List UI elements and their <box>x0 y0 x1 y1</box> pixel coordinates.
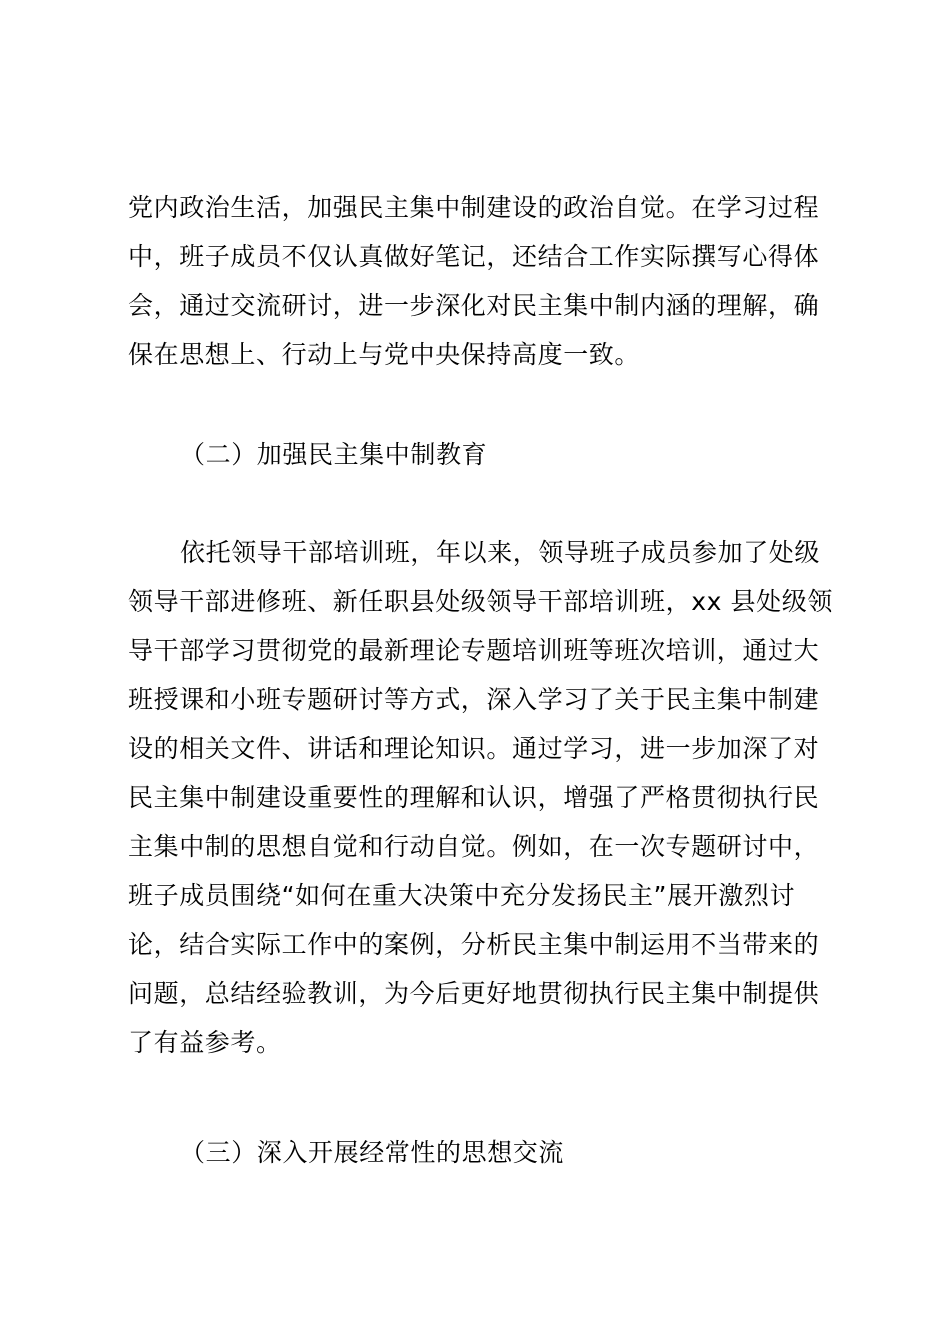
text-line: 依托领导干部培训班，年以来，领导班子成员参加了处级 <box>180 538 821 567</box>
text-line: 民主集中制建设重要性的理解和认识，增强了严格贯彻执行民 <box>128 783 820 812</box>
text-line: 中，班子成员不仅认真做好笔记，还结合工作实际撰写心得体 <box>128 242 820 271</box>
text-line: 问题，总结经验教训，为今后更好地贯彻执行民主集中制提供 <box>128 979 820 1008</box>
text-line: 党内政治生活，加强民主集中制建设的政治自觉。在学习过程 <box>128 193 820 222</box>
text-line: 保在思想上、行动上与党中央保持高度一致。 <box>128 340 641 369</box>
section-heading-2 <box>128 430 838 479</box>
text-line: 会，通过交流研讨，进一步深化对民主集中制内涵的理解，确 <box>128 291 820 320</box>
paragraph-continuation <box>128 183 838 379</box>
text-line: 了有益参考。 <box>128 1028 282 1057</box>
paragraph-education <box>128 528 838 1067</box>
text-line: 领导干部进修班、新任职县处级领导干部培训班，xx 县处级领 <box>128 587 833 616</box>
text-line: 设的相关文件、讲话和理论知识。通过学习，进一步加深了对 <box>128 734 820 763</box>
text-line: 主集中制的思想自觉和行动自觉。例如，在一次专题研讨中， <box>128 832 820 861</box>
text-line: 班授课和小班专题研讨等方式，深入学习了关于民主集中制建 <box>128 685 820 714</box>
section-heading-3 <box>128 1128 838 1177</box>
heading-text: （二）加强民主集中制教育 <box>180 440 488 469</box>
text-line: 班子成员围绕“如何在重大决策中充分发扬民主”展开激烈讨 <box>128 881 796 910</box>
text-line: 导干部学习贯彻党的最新理论专题培训班等班次培训，通过大 <box>128 636 820 665</box>
text-line: 论，结合实际工作中的案例，分析民主集中制运用不当带来的 <box>128 930 820 959</box>
heading-text: （三）深入开展经常性的思想交流 <box>180 1138 565 1167</box>
